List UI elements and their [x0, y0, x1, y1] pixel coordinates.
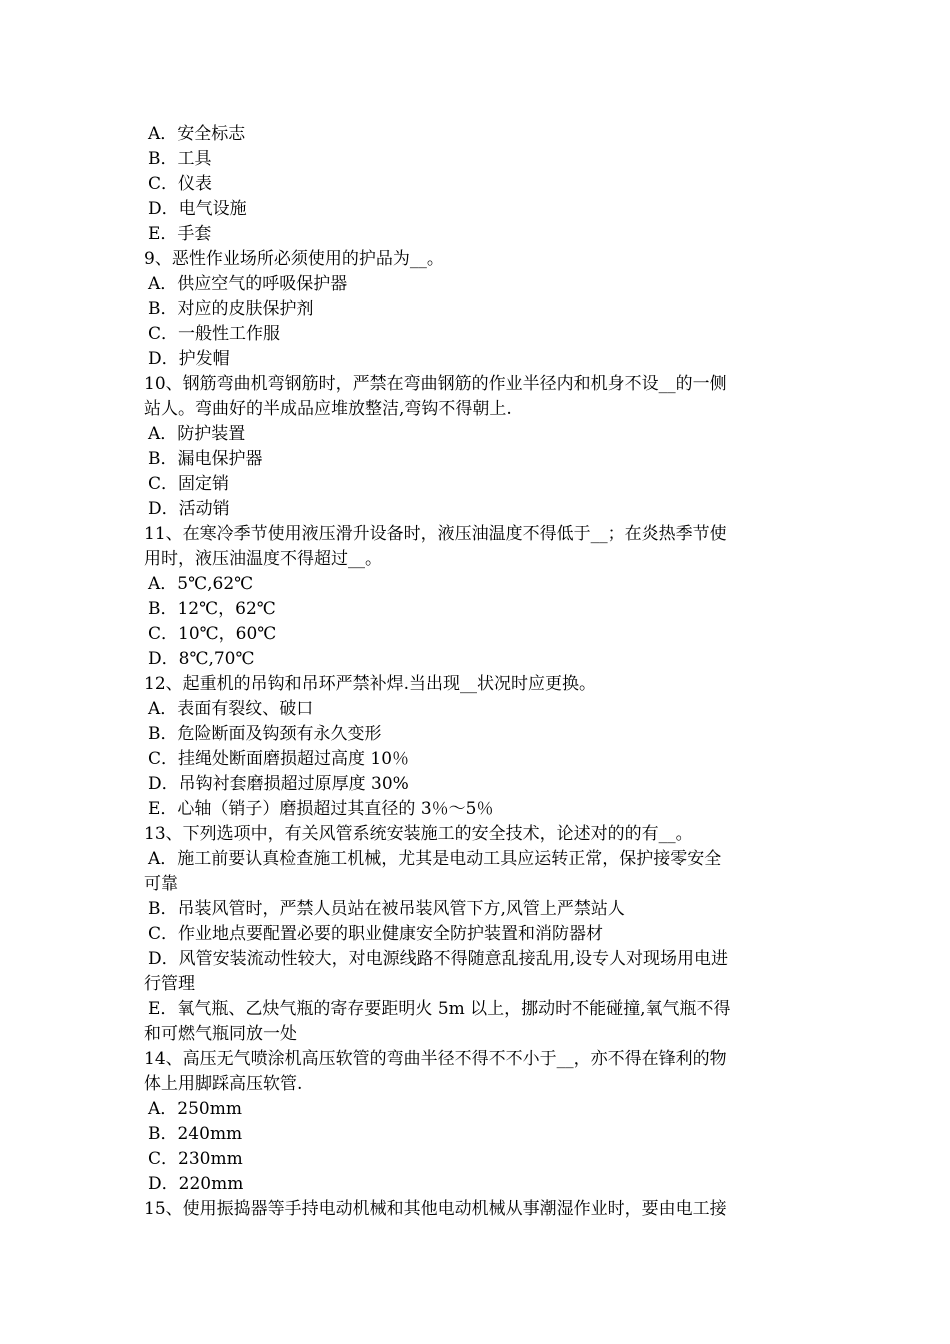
answer-option-line: D．吊钩衬套磨损超过原厚度 30%: [148, 774, 409, 794]
answer-option-line: B．危险断面及钩颈有永久变形: [148, 724, 382, 744]
answer-option-line: C．固定销: [148, 474, 230, 494]
answer-option-line: B．对应的皮肤保护剂: [148, 299, 314, 319]
answer-option-line: C．挂绳处断面磨损超过高度 10％: [148, 749, 410, 769]
answer-option-line: B．工具: [148, 149, 212, 169]
answer-option-line: C．230mm: [148, 1149, 243, 1169]
answer-option-line: A．施工前要认真检查施工机械，尤其是电动工具应运转正常，保护接零安全: [148, 849, 722, 869]
answer-option-line: A．250mm: [148, 1099, 242, 1119]
question-text-line: 站人。弯曲好的半成品应堆放整洁,弯钩不得朝上.: [144, 399, 512, 419]
answer-option-line: B．吊装风管时，严禁人员站在被吊装风管下方,风管上严禁站人: [148, 899, 625, 919]
answer-option-line: D．活动销: [148, 499, 230, 519]
question-text-line: 体上用脚踩高压软管.: [144, 1074, 303, 1094]
answer-option-line: D．风管安装流动性较大，对电源线路不得随意乱接乱用,设专人对现场用电进: [148, 949, 729, 969]
answer-option-line: B．漏电保护器: [148, 449, 263, 469]
question-text-line: 14、高压无气喷涂机高压软管的弯曲半径不得不不小于__，亦不得在锋利的物: [144, 1049, 727, 1069]
answer-option-line: E．氧气瓶、乙炔气瓶的寄存要距明火 5m 以上，挪动时不能碰撞,氧气瓶不得: [148, 999, 731, 1019]
question-text-line: 9、恶性作业场所必须使用的护品为__。: [144, 249, 444, 269]
question-text-line: 10、钢筋弯曲机弯钢筋时，严禁在弯曲钢筋的作业半径内和机身不设__的一侧: [144, 374, 727, 394]
question-text-line: 行管理: [144, 974, 195, 994]
question-text-line: 12、起重机的吊钩和吊环严禁补焊.当出现__状况时应更换。: [144, 674, 597, 694]
answer-option-line: E．心轴（销子）磨损超过其直径的 3％～5％: [148, 799, 494, 819]
answer-option-line: A．防护装置: [148, 424, 246, 444]
question-text-line: 用时，液压油温度不得超过__。: [144, 549, 382, 569]
answer-option-line: A．5℃,62℃: [148, 574, 254, 594]
answer-option-line: B．240mm: [148, 1124, 243, 1144]
question-text-line: 15、使用振捣器等手持电动机械和其他电动机械从事潮湿作业时，要由电工接: [144, 1199, 727, 1219]
answer-option-line: C．仪表: [148, 174, 213, 194]
answer-option-line: D．8℃,70℃: [148, 649, 255, 669]
answer-option-line: D．护发帽: [148, 349, 230, 369]
answer-option-line: A．安全标志: [148, 124, 246, 144]
answer-option-line: A．表面有裂纹、破口: [148, 699, 314, 719]
question-text-line: 和可燃气瓶同放一处: [144, 1024, 297, 1044]
answer-option-line: A．供应空气的呼吸保护器: [148, 274, 348, 294]
answer-option-line: E．手套: [148, 224, 212, 244]
answer-option-line: D．电气设施: [148, 199, 247, 219]
answer-option-line: D．220mm: [148, 1174, 244, 1194]
question-text-line: 可靠: [144, 874, 178, 894]
answer-option-line: C．一般性工作服: [148, 324, 281, 344]
answer-option-line: C．10℃，60℃: [148, 624, 277, 644]
document-page: [144, 122, 808, 1222]
answer-option-line: C．作业地点要配置必要的职业健康安全防护装置和消防器材: [148, 924, 604, 944]
question-text-line: 11、在寒冷季节使用液压滑升设备时，液压油温度不得低于__；在炎热季节使: [144, 524, 727, 544]
question-text-line: 13、下列选项中，有关风管系统安装施工的安全技术，论述对的的有__。: [144, 824, 693, 844]
answer-option-line: B．12℃，62℃: [148, 599, 276, 619]
